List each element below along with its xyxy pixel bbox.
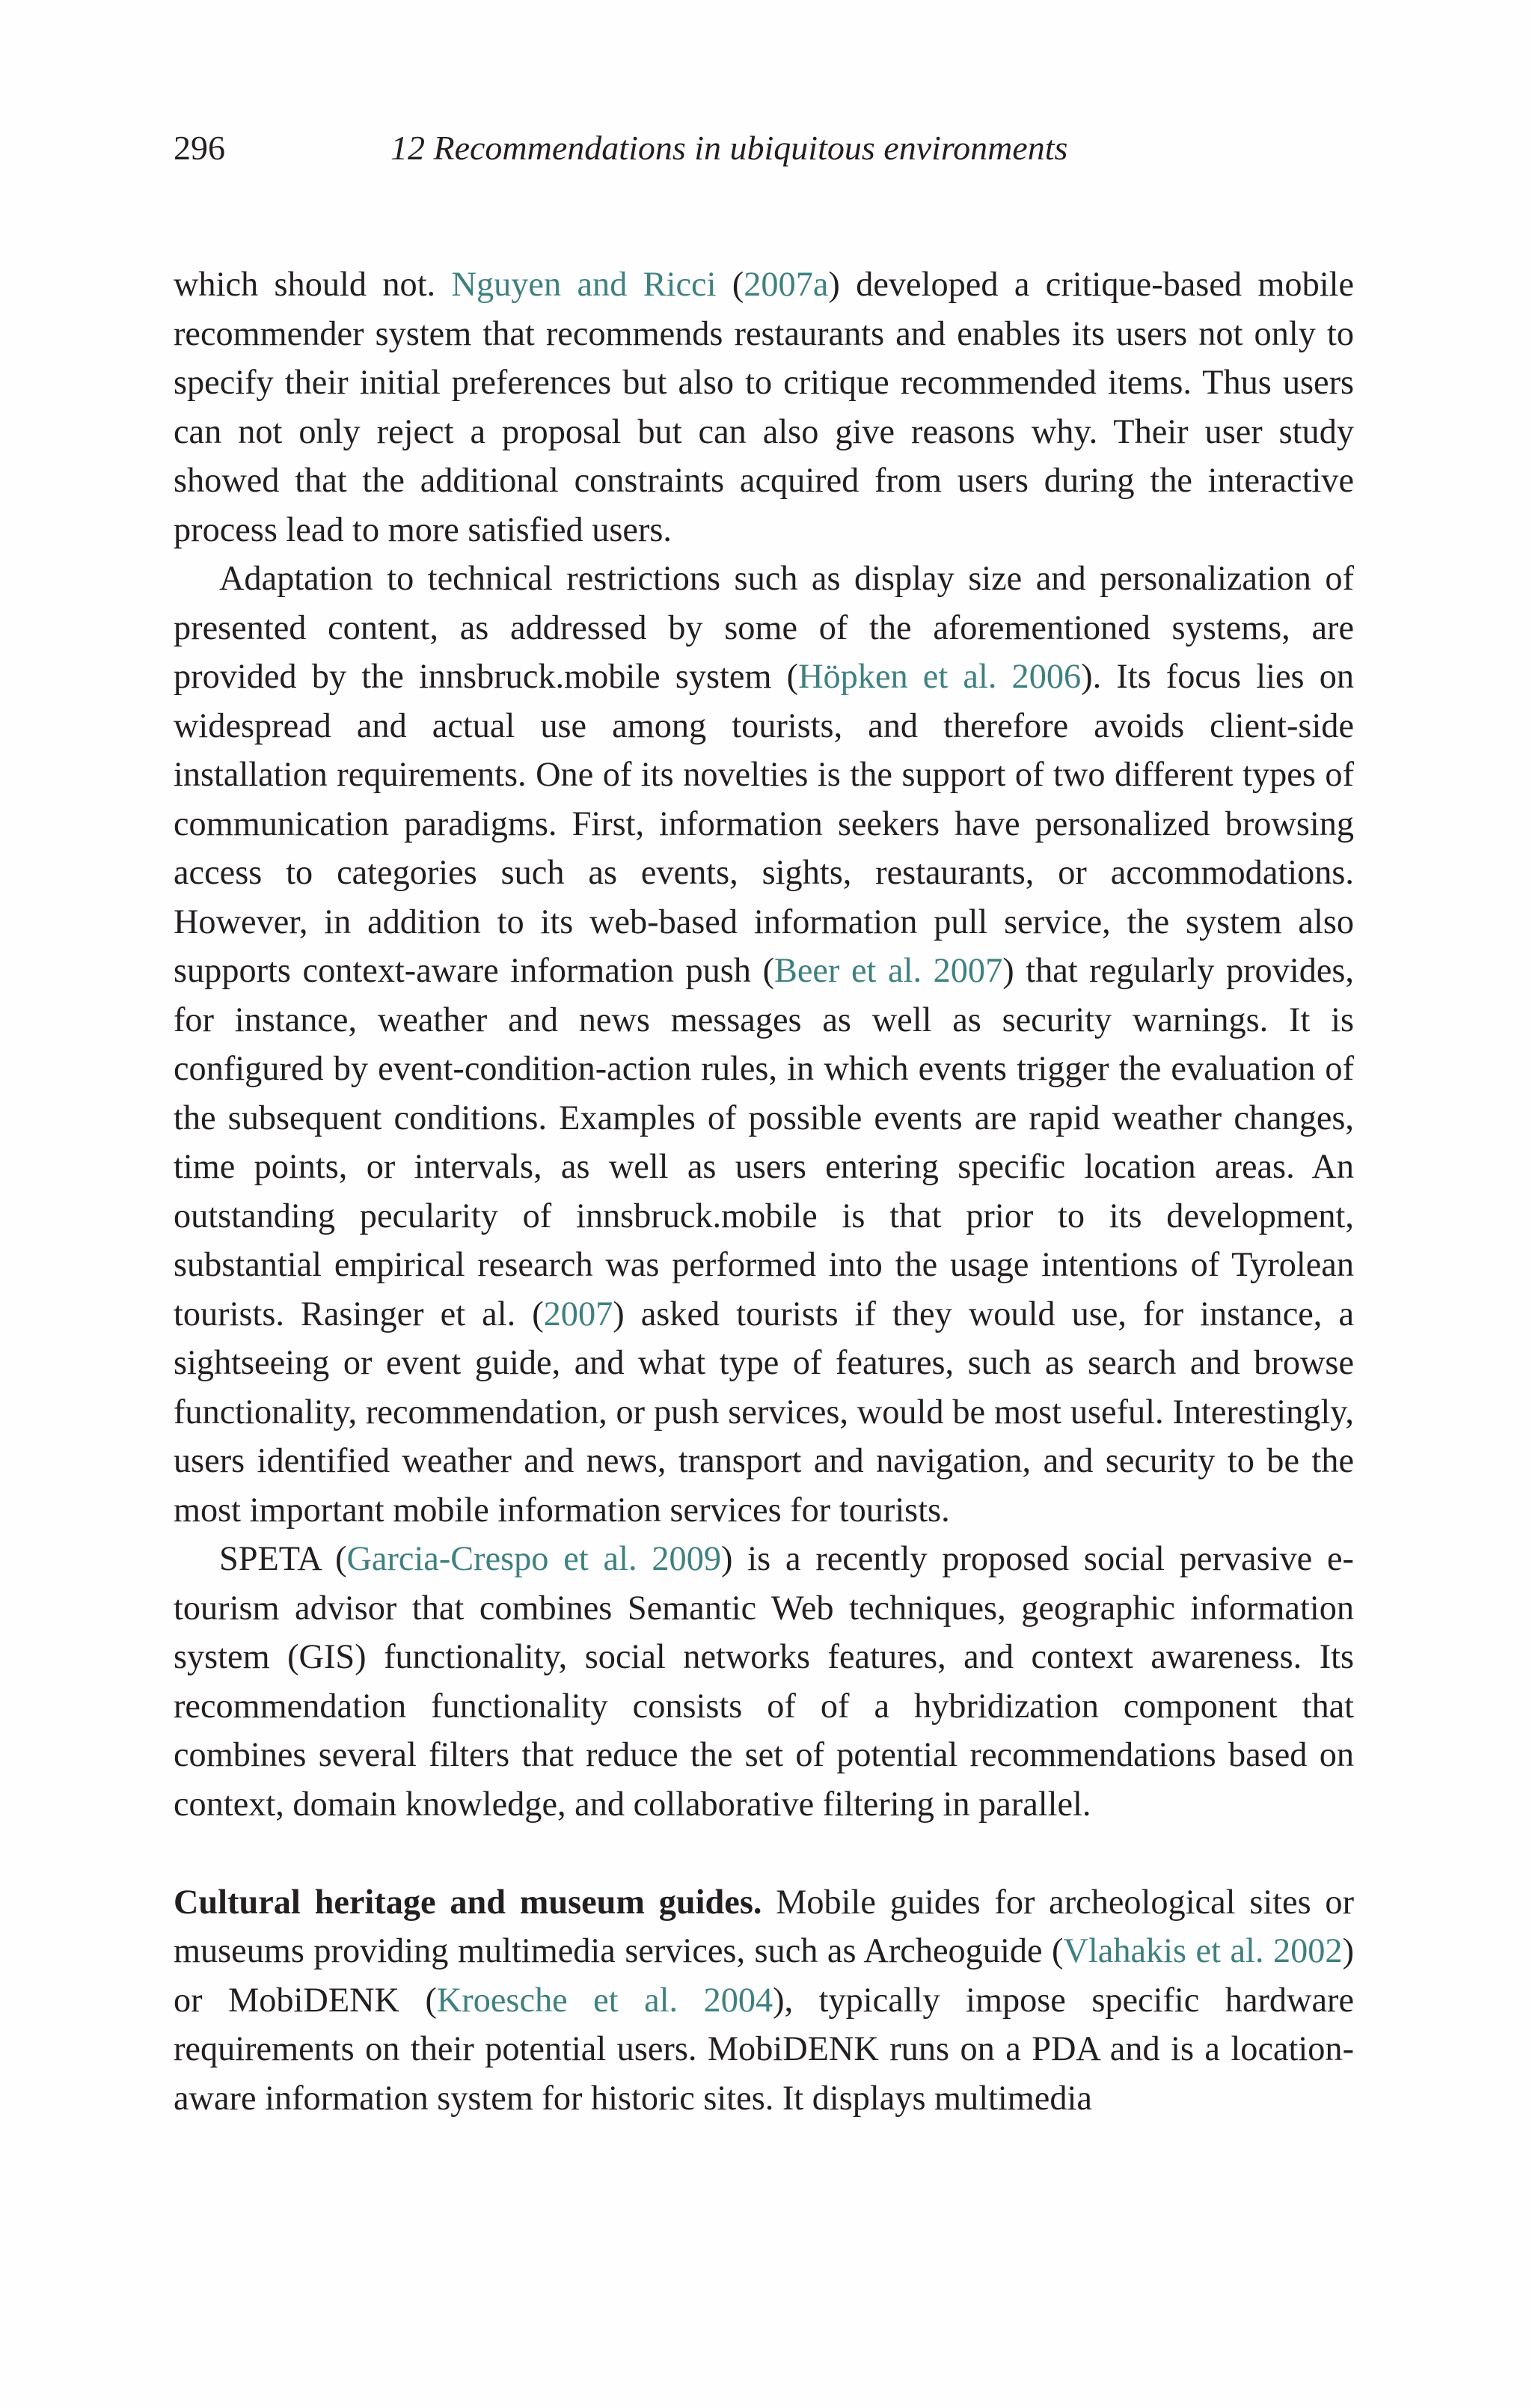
paragraph-1 <box>174 260 1354 554</box>
citation-link-2007a[interactable]: 2007a <box>744 266 829 304</box>
text-span: ), typically impose specific hardware requirements on their potential users. MobiDENK runs on a PDA and is a location-aware information system for historic sites. It displays multimedia <box>174 1981 1355 2118</box>
text-span: ) developed a critique-based mobile recommender system that recommends restaurants and enables its users not only to specify their initial preferences but also to critique recommended items. Thus users can not only reject a proposal but can also give reasons why. Their user study showed that the additional constraints acquired from users during the interactive process lead to more satisfied users. <box>174 266 1354 549</box>
text-span: ) asked tourists if they would use, for instance, a sightseeing or event guide, and what type of features, such as search and browse functionality, recommendation, or push services, would be most useful. Interestingly, users identified weather and news, transport and navigation, and security to be the most important mobile information services for tourists. <box>174 1295 1355 1530</box>
text-span: Adaptation to technical restrictions such as display size and personalization of presented content, as addressed by some of the aforementioned systems, are provided by the innsbruck.mobile system ( <box>174 560 1354 696</box>
paragraph-4 <box>174 1878 1354 2124</box>
text-span: ) or MobiDENK ( <box>174 1932 1354 2020</box>
body-text <box>174 260 1354 2123</box>
chapter-title: 12 Recommendations in ubiquitous environments <box>390 129 1068 167</box>
text-span: which should not. <box>174 266 452 304</box>
section-heading: Cultural heritage and museum guides. <box>174 1883 762 1922</box>
citation-link-beer[interactable]: Beer et al. 2007 <box>774 952 1003 990</box>
citation-link-hopken[interactable]: Höpken et al. 2006 <box>798 658 1082 696</box>
text-span: ). Its focus lies on widespread and actual use among tourists, and therefore avoids client-side installation requirements. One of its novelties is the support of two different types of communication paradigms. First, information seekers have personalized browsing access to categories such as events, sights, restaurants, or accommodations. However, in addition to its web-based information pull service, the system also supports context-aware information push ( <box>174 658 1354 990</box>
paragraph-2 <box>174 554 1354 1535</box>
citation-link-vlahakis[interactable]: Vlahakis et al. 2002 <box>1063 1932 1343 1970</box>
running-header <box>174 126 1352 171</box>
citation-link-nguyen-ricci[interactable]: Nguyen and Ricci <box>451 266 717 304</box>
citation-link-kroesche[interactable]: Kroesche et al. 2004 <box>436 1981 773 2020</box>
text-span: ( <box>716 266 744 304</box>
text-span: ) that regularly provides, for instance, weather and news messages as well as security warnings. It is configured by event-condition-action rules, in which events trigger the evaluation of the subsequent conditions. Examples of possible events are rapid weather changes, time points, or intervals, as well as users entering specific location areas. An outstanding pecularity of innsbruck.mobile is that prior to its development, substantial empirical research was performed into the usage intentions of Tyrolean tourists. Rasinger et al. ( <box>174 952 1355 1333</box>
text-span: SPETA ( <box>219 1540 347 1578</box>
text-span: ) is a recently proposed social pervasive e-tourism advisor that combines Semantic Web techniques, geographic information system (GIS) functionality, social networks features, and context awareness. Its recommendation functionality consists of of a hybridization component that combines several filters that reduce the set of potential recommendations based on context, domain knowledge, and collaborative filtering in parallel. <box>174 1540 1354 1824</box>
citation-link-rasinger[interactable]: 2007 <box>543 1295 613 1333</box>
paragraph-3 <box>174 1535 1354 1829</box>
text-span: Mobile guides for archeological sites or museums providing multimedia services, such as Archeoguide ( <box>174 1883 1354 1970</box>
page-number: 296 <box>174 129 225 167</box>
citation-link-garcia-crespo[interactable]: Garcia-Crespo et al. 2009 <box>346 1540 721 1578</box>
